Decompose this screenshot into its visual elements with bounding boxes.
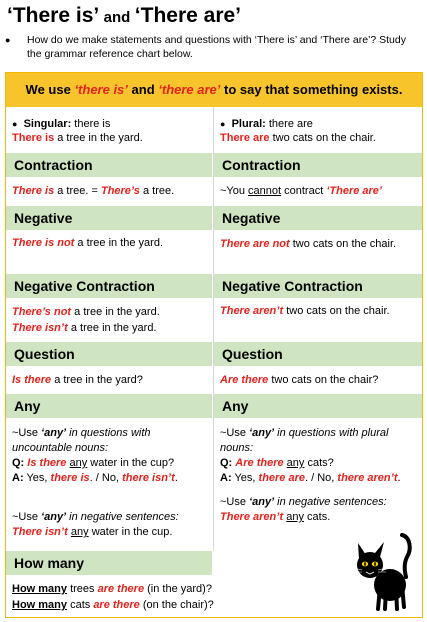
question-left: Is there a tree in the yard? — [12, 374, 143, 386]
grammar-chart — [5, 72, 423, 618]
heading-contraction-right: Contraction — [214, 153, 422, 177]
heading-any-right: Any — [214, 394, 422, 418]
chart-banner: We use ‘there is’ and ‘there are’ to say that something exists. — [6, 73, 422, 107]
negative-contraction-right: There aren’t two cats on the chair. — [220, 305, 390, 317]
heading-negative-left: Negative — [6, 206, 212, 230]
how-many-examples: How many trees are there (in the yard)? How many cats are there (on the chair)? — [12, 583, 214, 611]
negative-contraction-left: There’s not a tree in the yard. There isn’t a tree in the yard. — [12, 306, 160, 334]
heading-question-right: Question — [214, 342, 422, 366]
any-left: ~Use ‘any’ in questions with uncountable nouns: Q: Is there any water in the cup? A: Yes, there is. / No, there isn’t. ~Use ‘any’ in negative sentences: There isn’t any water in the cup. — [12, 427, 179, 538]
heading-how-many: How many — [6, 551, 212, 575]
bullet-icon: ● — [5, 35, 11, 45]
page-title: ‘There is’ and ‘There are’ — [7, 4, 242, 27]
contraction-right: ~You cannot contract ‘There are’ — [220, 185, 382, 197]
negative-right: There are not two cats on the chair. — [220, 238, 397, 250]
plural-cell: ● Plural: there are There are two cats on the chair. — [220, 118, 376, 144]
negative-left: There is not a tree in the yard. — [12, 237, 164, 249]
heading-question-left: Question — [6, 342, 212, 366]
singular-cell: ● Singular: there is There is a tree in the yard. — [12, 118, 143, 144]
heading-negative-contraction-left: Negative Contraction — [6, 274, 212, 298]
black-cat-icon — [352, 527, 418, 611]
intro-instructions — [5, 33, 423, 61]
heading-contraction-left: Contraction — [6, 153, 212, 177]
any-right: ~Use ‘any’ in questions with plural nouns: Q: Are there any cats? A: Yes, there are. / No, there aren’t. ~Use ‘any’ in negative sentences: There aren’t any cats. — [220, 427, 401, 523]
heading-negative-contraction-right: Negative Contraction — [214, 274, 422, 298]
heading-negative-right: Negative — [214, 206, 422, 230]
question-right: Are there two cats on the chair? — [220, 374, 379, 386]
contraction-left: There is a tree. = There’s a tree. — [12, 185, 175, 197]
intro-text: How do we make statements and questions with ‘There is’ and ‘There are’? Study the grammar reference chart below. — [27, 34, 406, 60]
heading-any-left: Any — [6, 394, 212, 418]
